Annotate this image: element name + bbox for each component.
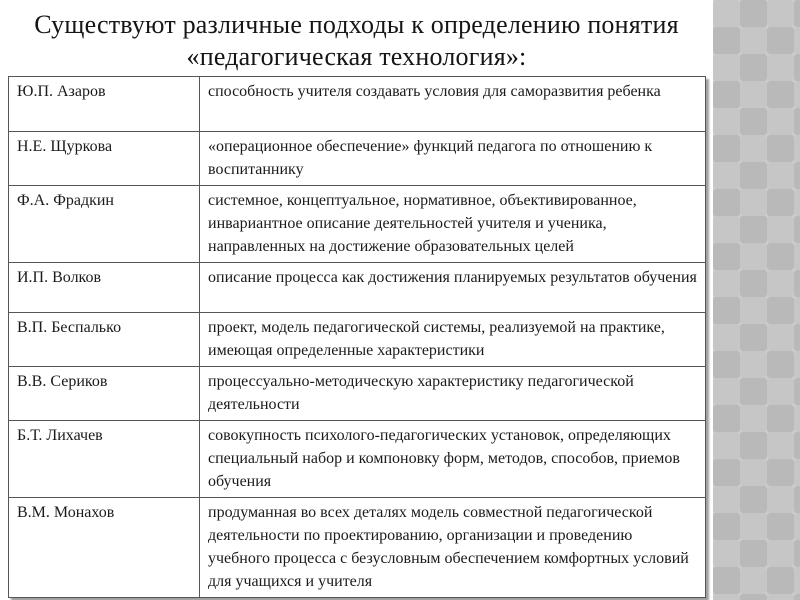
table-row bbox=[9, 498, 706, 598]
author-cell: И.П. Волков bbox=[9, 263, 200, 313]
table-row bbox=[9, 367, 706, 421]
definition-cell: «операционное обеспечение» функций педагога по отношению к воспитаннику bbox=[200, 132, 706, 186]
definition-cell: процессуально-методическую характеристику педагогической деятельности bbox=[200, 367, 706, 421]
title-line-2: «педагогическая технология»: bbox=[186, 42, 527, 71]
definitions-table bbox=[8, 76, 706, 598]
definition-cell: проект, модель педагогической системы, реализуемой на практике, имеющая определенные характеристики bbox=[200, 313, 706, 367]
table-row bbox=[9, 313, 706, 367]
author-cell: В.В. Сериков bbox=[9, 367, 200, 421]
definition-cell: системное, концептуальное, нормативное, объективированное, инвариантное описание деятельностей учителя и ученика, направленных на достижение образовательных целей bbox=[200, 186, 706, 263]
table-row bbox=[9, 263, 706, 313]
definition-cell: совокупность психолого-педагогических установок, определяющих специальный набор и компоновку форм, методов, способов, приемов обучения bbox=[200, 421, 706, 498]
author-cell: Н.Е. Щуркова bbox=[9, 132, 200, 186]
author-cell: В.М. Монахов bbox=[9, 498, 200, 598]
table-row bbox=[9, 186, 706, 263]
definition-cell: описание процесса как достижения планируемых результатов обучения bbox=[200, 263, 706, 313]
definition-cell: способность учителя создавать условия для саморазвития ребенка bbox=[200, 77, 706, 132]
table-row bbox=[9, 421, 706, 498]
author-cell: Б.Т. Лихачев bbox=[9, 421, 200, 498]
author-cell: В.П. Беспалько bbox=[9, 313, 200, 367]
definition-cell: продуманная во всех деталях модель совместной педагогической деятельности по проектированию, организации и проведению учебного процесса с безусловным обеспечением комфортных условий для учащихся и учителя bbox=[200, 498, 706, 598]
author-cell: Ф.А. Фрадкин bbox=[9, 186, 200, 263]
author-cell: Ю.П. Азаров bbox=[9, 77, 200, 132]
table-row bbox=[9, 77, 706, 132]
diamond-pattern-strip bbox=[713, 0, 800, 600]
table-row bbox=[9, 132, 706, 186]
title-line-1: Существуют различные подходы к определению понятия bbox=[34, 10, 679, 39]
slide-title bbox=[0, 0, 713, 73]
